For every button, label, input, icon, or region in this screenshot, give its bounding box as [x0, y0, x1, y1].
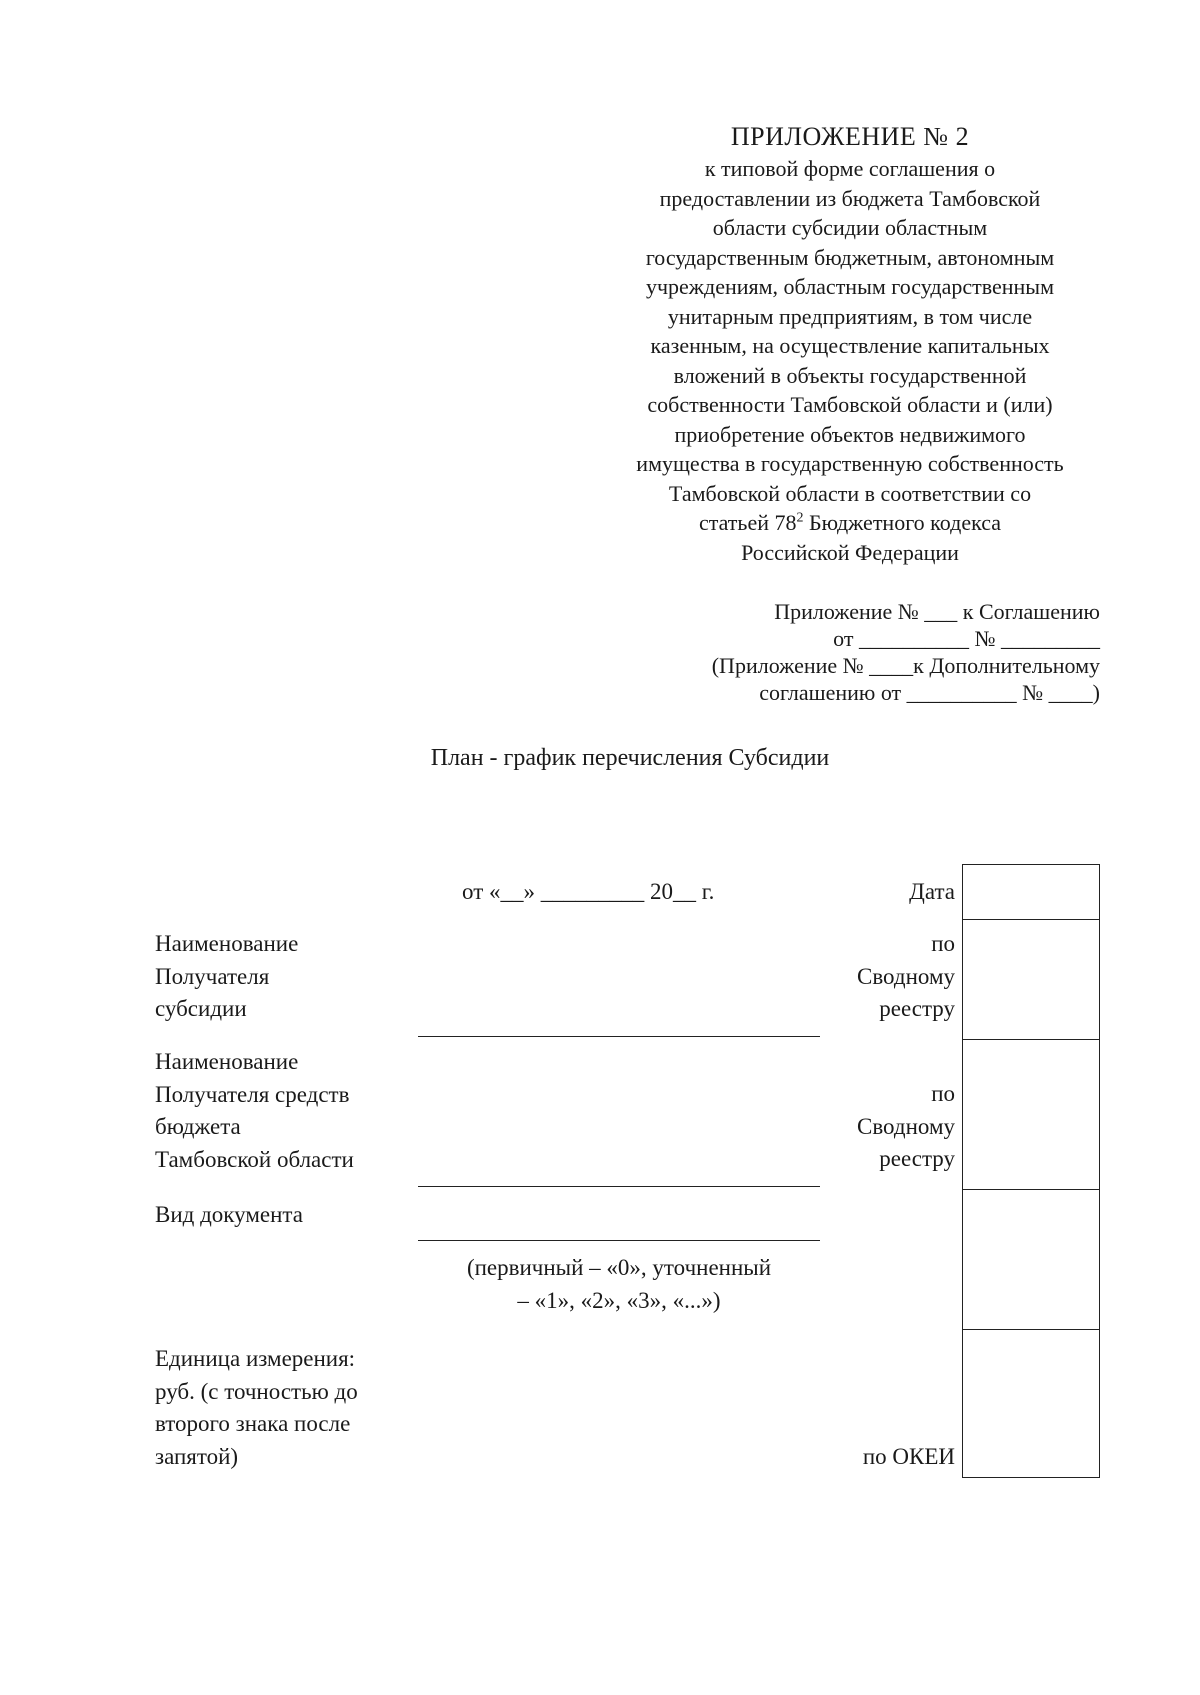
- article-superscript: 2: [796, 510, 804, 526]
- recipient-name-underline: [418, 1036, 820, 1037]
- article-suffix: Бюджетного кодекса: [803, 510, 1002, 535]
- appendix-line: области субсидии областным: [712, 215, 988, 240]
- codes-table: [962, 864, 1100, 1478]
- budget-recipient-underline: [418, 1186, 820, 1187]
- recipient-label: Наименование Получателя субсидии: [155, 931, 299, 1021]
- agreement-ref-line: от __________ № _________: [833, 626, 1100, 651]
- agreement-ref-line: Приложение № ___ к Соглашению: [774, 599, 1100, 624]
- unit-label: Единица измерения: руб. (с точностью до второго знака после запятой): [155, 1346, 358, 1469]
- budget-code-cell: [963, 1039, 1099, 1190]
- appendix-line: государственным бюджетным, автономным: [645, 244, 1055, 270]
- date-label: Дата: [909, 879, 955, 904]
- appendix-line: Тамбовской области в соответствии со: [668, 480, 1032, 506]
- appendix-line: имущества в государственную собственность: [636, 451, 1064, 476]
- form-date-line: от «__» _________ 20__ г.: [462, 879, 715, 904]
- appendix-line: собственности Тамбовской области и (или): [647, 392, 1053, 417]
- doc-type-code-cell: [963, 1189, 1099, 1330]
- doc-type-underline: [418, 1240, 820, 1241]
- article-prefix: статьей 78: [698, 510, 797, 535]
- appendix-line: предоставлении из бюджета Тамбовской: [659, 185, 1041, 211]
- appendix-article-line: [560, 508, 1140, 538]
- agreement-reference: [712, 598, 1100, 706]
- appendix-line: к типовой форме соглашения о: [704, 156, 996, 181]
- agreement-ref-line: (Приложение № ____к Дополнительному: [711, 653, 1100, 678]
- appendix-line: учреждениям, областным государственным: [645, 274, 1055, 299]
- plan-title: План - график перечисления Субсидии: [430, 745, 830, 771]
- recipient-code-label: по Сводному реестру: [856, 931, 955, 1021]
- appendix-line: вложений в объекты государственной: [673, 362, 1027, 388]
- budget-recipient-label: Наименование Получателя средств бюджета Тамбовской области: [155, 1049, 354, 1172]
- date-code-cell: [963, 865, 1099, 920]
- doc-type-label: Вид документа: [155, 1202, 303, 1227]
- appendix-heading: [560, 120, 1140, 567]
- appendix-line: приобретение объектов недвижимого: [674, 421, 1026, 447]
- appendix-line: казенным, на осуществление капитальных: [650, 333, 1050, 358]
- doc-type-hint: (первичный – «0», уточненный – «1», «2», «3», «...»): [466, 1255, 772, 1313]
- appendix-line: Российской Федерации: [741, 539, 959, 565]
- appendix-line: унитарным предприятиям, в том числе: [667, 303, 1033, 329]
- recipient-code-cell: [963, 919, 1099, 1040]
- okei-label: по ОКЕИ: [862, 1444, 955, 1469]
- okei-code-cell: [963, 1329, 1099, 1477]
- agreement-ref-line: соглашению от __________ № ____): [759, 680, 1100, 705]
- appendix-title: ПРИЛОЖЕНИЕ № 2: [730, 122, 970, 151]
- budget-code-label: по Сводному реестру: [856, 1081, 955, 1171]
